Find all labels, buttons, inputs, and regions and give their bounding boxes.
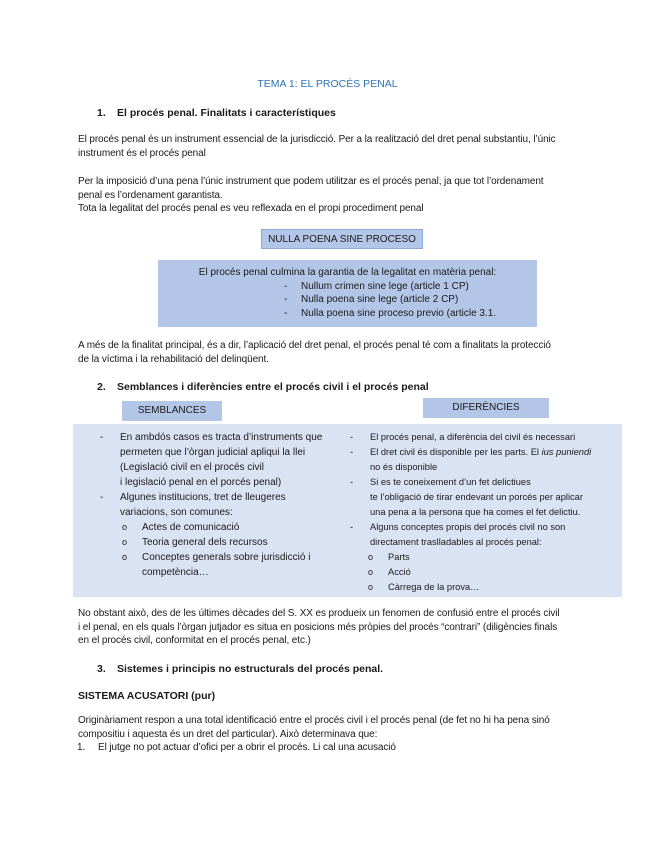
list-item bbox=[58, 741, 623, 755]
sub-list-item: o Acció bbox=[350, 565, 615, 580]
text-line: penal es l’ordenament garantista. bbox=[78, 189, 223, 201]
list-item bbox=[350, 520, 615, 550]
italic-term: ius puniendi bbox=[541, 447, 592, 457]
list-item: - El procés penal, a diferència del civil és necessari bbox=[350, 430, 615, 445]
differences-column bbox=[350, 430, 615, 595]
list-item bbox=[350, 475, 615, 520]
list-item: - Nulla poena sine proceso previo (article 3.1. bbox=[284, 307, 537, 321]
text-line: permeten que l’òrgan judicial apliqui la llei bbox=[120, 447, 306, 458]
text-line: (Legislació civil en el procés civil bbox=[120, 462, 264, 473]
nulla-poena-box: NULLA POENA SINE PROCESO bbox=[261, 229, 423, 249]
legality-box bbox=[158, 260, 537, 327]
paragraph bbox=[78, 339, 623, 366]
comparison-panel bbox=[73, 424, 622, 597]
sub-list-item: o Càrrega de la prova… bbox=[350, 580, 615, 595]
list-item: - Nulla poena sine lege (article 2 CP) bbox=[284, 293, 537, 307]
text-line: Originàriament respon a una total identificació entre el procés civil i el procés penal (de fet no hi ha pena sinó bbox=[78, 715, 550, 726]
section-title: Sistemes i principis no estructurals del procés penal. bbox=[117, 663, 384, 675]
legality-list bbox=[158, 280, 537, 321]
text-line: No obstant això, des de les últimes dècades del S. XX es produeix un fenomen de confusió entre el procés civil bbox=[78, 608, 560, 619]
text-line: en el procés civil, conformitat en el procés penal, etc.) bbox=[78, 635, 311, 646]
text-line: te l’obligació de tirar endevant un porcés per aplicar bbox=[370, 492, 583, 502]
sub-list-item: o Parts bbox=[350, 550, 615, 565]
text-line: El procés penal és un instrument essencial de la jurisdicció. Per a la realització del dret penal substantiu, l’únic bbox=[78, 134, 556, 145]
sub-list-item bbox=[100, 550, 350, 580]
text-line: directament traslladables al procés penal: bbox=[370, 537, 542, 547]
section-3-heading bbox=[97, 663, 383, 675]
list-item: - Nullum crimen sine lege (article 1 CP) bbox=[284, 280, 537, 294]
similarities-label: SEMBLANCES bbox=[122, 401, 222, 421]
section-title: Semblances i diferències entre el procés civil i el procés penal bbox=[117, 381, 429, 393]
list-item bbox=[100, 490, 350, 520]
section-title: El procés penal. Finalitats i característiques bbox=[117, 107, 336, 119]
page-title: TEMA 1: EL PROCÉS PENAL bbox=[257, 78, 398, 90]
similarities-column bbox=[100, 430, 350, 580]
text-line: Tota la legalitat del procés penal es veu reflexada en el propi procediment penal bbox=[78, 203, 424, 214]
section-1-heading bbox=[97, 107, 336, 119]
text-span: El dret civil és disponible per les parts. El bbox=[370, 447, 542, 457]
text-line: A més de la finalitat principal, és a dir, l’aplicació del dret penal, el procés penal té com a finalitats la protecció bbox=[78, 340, 551, 351]
list-number: 1. bbox=[77, 742, 86, 753]
sub-list-item: o Teoria general dels recursos bbox=[100, 535, 350, 550]
text-line: - Algunes institucions, tret de lleugeres bbox=[120, 492, 286, 503]
text-line: - En ambdós casos es tracta d’instruments que bbox=[120, 432, 323, 443]
text-line: de la víctima i la rehabilitació del delinqüent. bbox=[78, 353, 269, 365]
paragraph bbox=[78, 133, 618, 160]
text-line: - Alguns conceptes propis del procés civil no son bbox=[370, 522, 566, 532]
text-line: Per la imposició d’una pena l’únic instrument que podem utilitzar es el procés penal, ja que tot l’ordenament bbox=[78, 176, 544, 187]
box-lead: El procés penal culmina la garantia de la legalitat en matèria penal: bbox=[198, 267, 497, 278]
paragraph bbox=[78, 175, 618, 216]
section-number: 2. bbox=[97, 381, 106, 393]
text-line: competència… bbox=[142, 567, 209, 578]
list-item bbox=[350, 445, 615, 475]
text-line: variacions, son comunes: bbox=[120, 507, 233, 518]
text-line: no és disponible bbox=[370, 462, 438, 472]
section-number: 1. bbox=[97, 107, 106, 119]
text-line: - Si es te coneixement d’un fet delictiues bbox=[370, 477, 531, 487]
subheading: SISTEMA ACUSATORI (pur) bbox=[78, 690, 216, 702]
text-line: i el penal, en els quals l’òrgan jutjador es situa en posicions més pròpies del procés “contrari” (diligències finals bbox=[78, 621, 558, 633]
section-2-heading bbox=[97, 381, 429, 393]
text-line: i legislació penal en el porcés penal) bbox=[120, 477, 282, 488]
sub-list-item: o Actes de comunicació bbox=[100, 520, 350, 535]
text-line: una pena a la persona que ha comes el fet delictiu. bbox=[370, 507, 581, 517]
section-number: 3. bbox=[97, 663, 106, 675]
paragraph bbox=[78, 714, 623, 755]
text-line: instrument és el procés penal bbox=[78, 147, 206, 159]
numbered-list bbox=[58, 741, 623, 755]
list-text: El jutge no pot actuar d’ofici per a obrir el procés. Li cal una acusació bbox=[98, 742, 396, 753]
text-line bbox=[370, 445, 615, 460]
list-item bbox=[100, 430, 350, 490]
differences-label: DIFERÈNCIES bbox=[423, 398, 549, 418]
text-line: o Conceptes generals sobre jurisdicció i bbox=[142, 552, 311, 563]
paragraph bbox=[78, 607, 623, 648]
text-line: compositiu i aquesta és un dret del particular). Això determinava que: bbox=[78, 728, 378, 740]
